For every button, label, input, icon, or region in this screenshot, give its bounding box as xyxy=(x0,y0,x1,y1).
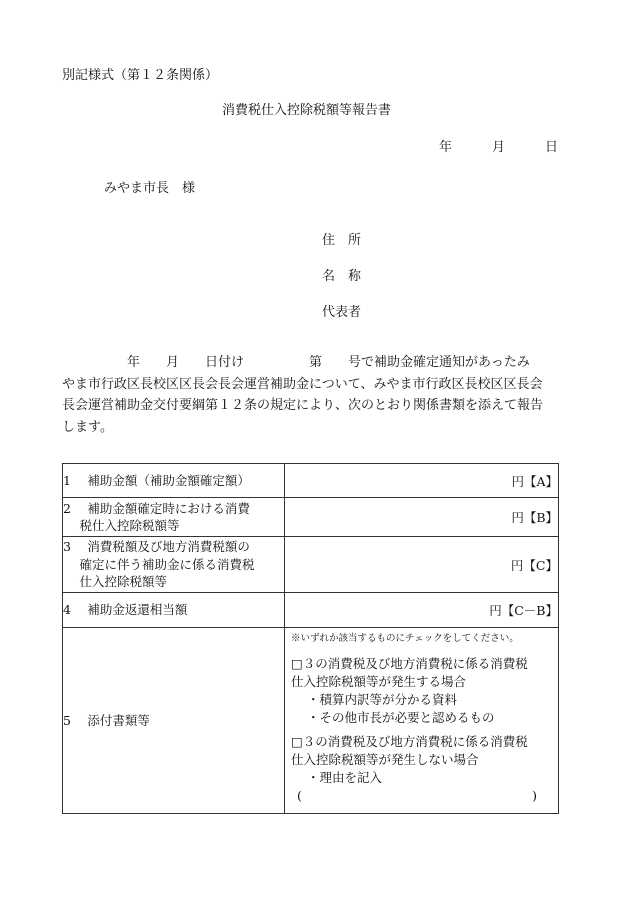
body-line: 長会運営補助金交付要綱第１２条の規定により、次のとおり関係書類を添えて報告 xyxy=(62,398,544,413)
date-year-label: 年 xyxy=(439,140,453,155)
amount-field-a[interactable]: 円【A】 xyxy=(285,464,559,498)
amount-field-c[interactable]: 円【C】 xyxy=(285,537,559,593)
amount-field-b[interactable]: 円【B】 xyxy=(285,498,559,537)
form-reference: 別記様式（第１２条関係） xyxy=(62,68,219,83)
option-tax-none-item: ・理由を記入 xyxy=(307,770,383,785)
addressee: みやま市長 様 xyxy=(104,181,196,196)
table-row xyxy=(63,464,559,498)
option-tax-none-checkbox[interactable]: □３の消費税及び地方消費税に係る消費税 xyxy=(291,734,528,749)
date-month-label: 月 xyxy=(492,140,506,155)
report-table xyxy=(62,463,559,814)
name-label: 名 称 xyxy=(322,269,362,284)
address-label: 住 所 xyxy=(322,233,362,248)
option-tax-occurs-item: ・積算内訳等が分かる資料 xyxy=(307,692,458,707)
option-tax-occurs-item: ・その他市長が必要と認めるもの xyxy=(307,710,495,725)
representative-label: 代表者 xyxy=(322,305,362,320)
reason-open-paren: ( xyxy=(297,788,302,803)
table-row xyxy=(63,537,559,593)
option-tax-none-text: 仕入控除税額等が発生しない場合 xyxy=(291,752,479,767)
body-line: 年 月 日付け 第 号で補助金確定通知があったみ xyxy=(62,355,530,370)
document-title: 消費税仕入控除税額等報告書 xyxy=(222,103,392,118)
table-row xyxy=(63,498,559,537)
row-label: 4 補助金返還相当額 xyxy=(63,593,285,628)
check-instruction-note: ※いずれか該当するものにチェックをしてください。 xyxy=(291,633,519,644)
amount-field-c-minus-b[interactable]: 円【C－B】 xyxy=(285,593,559,628)
table-row xyxy=(63,628,559,814)
attached-documents-label: 5 添付書類等 xyxy=(63,628,285,814)
body-line: やま市行政区長校区区長会長会運営補助金について、みやま市行政区長校区区長会 xyxy=(62,376,543,392)
date-day-label: 日 xyxy=(545,140,559,155)
option-tax-occurs-checkbox[interactable]: □３の消費税及び地方消費税に係る消費税 xyxy=(291,656,528,671)
row-label: 2 補助金額確定時における消費 税仕入控除税額等 xyxy=(63,498,285,537)
row-label: 1 補助金額（補助金額確定額） xyxy=(63,464,285,498)
table-row xyxy=(63,593,559,628)
attached-documents-cell xyxy=(285,628,559,814)
report-body xyxy=(62,352,562,438)
reason-input[interactable] xyxy=(291,787,537,805)
option-tax-occurs-text: 仕入控除税額等が発生する場合 xyxy=(291,674,467,689)
reason-close-paren: ) xyxy=(532,788,537,803)
body-line: します。 xyxy=(62,419,113,435)
row-label: 3 消費税額及び地方消費税額の 確定に伴う補助金に係る消費税 仕入控除税額等 xyxy=(63,537,285,593)
